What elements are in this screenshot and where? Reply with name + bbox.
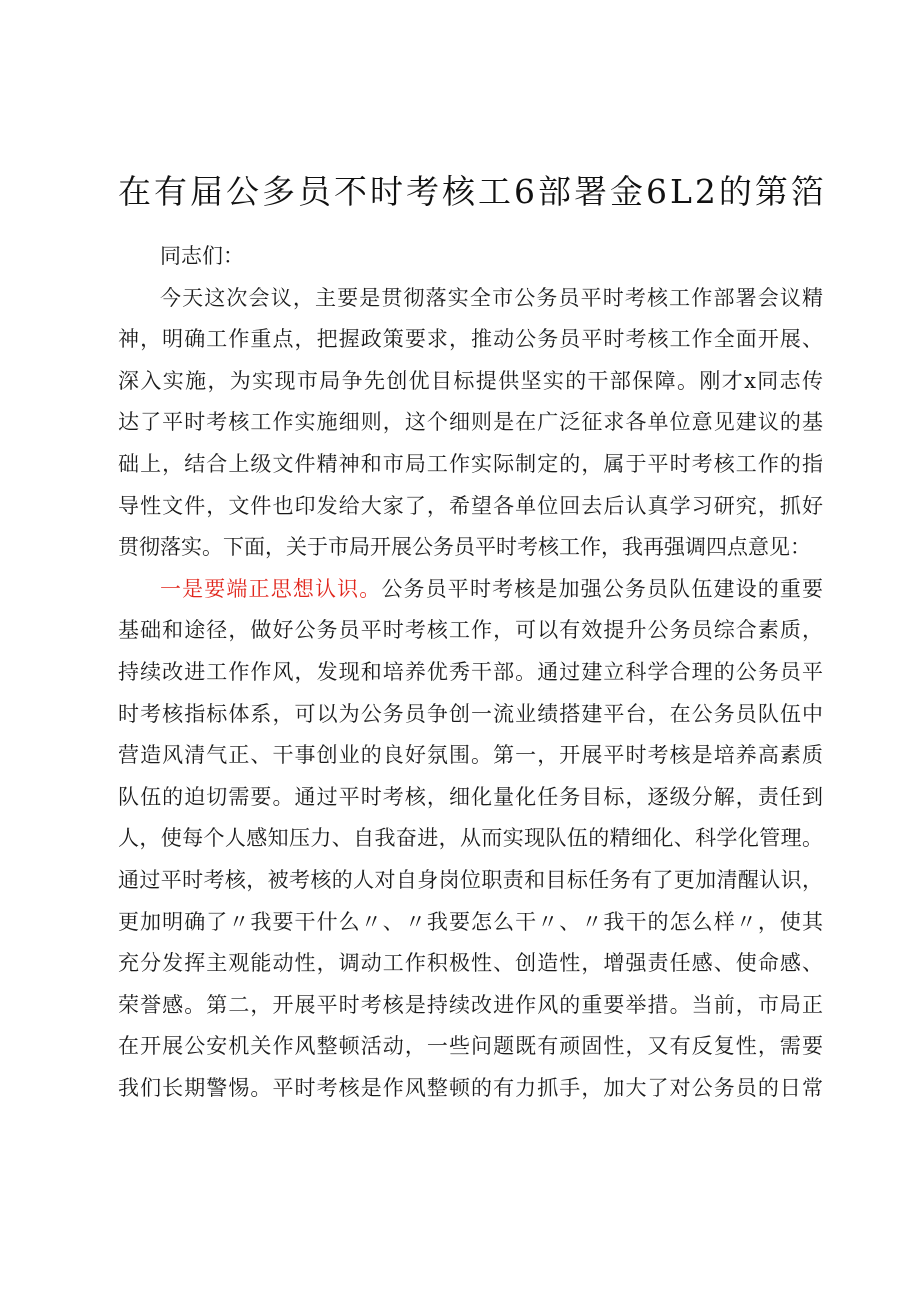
paragraph-line: 础上，结合上级文件精神和市局工作实际制定的，属于平时考核工作的指	[118, 451, 823, 476]
paragraph-line: 时考核指标体系，可以为公务员争创一流业绩搭建平台，在公务员队伍中	[118, 701, 823, 726]
document-title: 在有届公多员不时考核工6部署金6L2的第箔	[118, 172, 827, 211]
paragraph-line: 达了平时考核工作实施细则，这个细则是在广泛征求各单位意见建议的基	[118, 410, 823, 435]
paragraph-1	[118, 278, 823, 569]
paragraph-line: 荣誉感。第二，开展平时考核是持续改进作风的重要举措。当前，市局正	[118, 992, 823, 1017]
paragraph-line: 我们长期警惕。平时考核是作风整顿的有力抓手，加大了对公务员的日常	[118, 1075, 823, 1100]
paragraph-line: 更加明确了〃我要干什么〃、〃我要怎么干〃、〃我干的怎么样〃，使其	[118, 909, 823, 934]
paragraph-line: 人，使每个人感知压力、自我奋进，从而实现队伍的精细化、科学化管理。	[118, 826, 823, 851]
paragraph-line: 神，明确工作重点，把握政策要求，推动公务员平时考核工作全面开展、	[118, 327, 823, 352]
paragraph-2	[118, 569, 823, 1110]
paragraph-line: 在开展公安机关作风整顿活动，一些问题既有顽固性，又有反复性，需要	[118, 1034, 823, 1059]
paragraph-line: 持续改进工作作风，发现和培养优秀干部。通过建立科学合理的公务员平	[118, 659, 823, 684]
paragraph-line: 今天这次会议，主要是贯彻落实全市公务员平时考核工作部署会议精	[160, 285, 823, 310]
paragraph-line: 深入实施，为实现市局争先创优目标提供坚实的干部保障。刚才x同志传	[118, 368, 823, 393]
greeting: 同志们：	[160, 244, 244, 268]
paragraph-line: 营造风清气正、干事创业的良好氛围。第一，开展平时考核是培养高素质	[118, 743, 823, 768]
document-body	[118, 236, 823, 1109]
paragraph-line: 贯彻落实。下面，关于市局开展公务员平时考核工作，我再强调四点意见：	[118, 535, 811, 560]
paragraph-line-rest: 公务员平时考核是加强公务员队伍建设的重要	[381, 576, 824, 601]
paragraph-first-line	[118, 569, 823, 611]
paragraph-line: 通过平时考核，被考核的人对自身岗位职责和目标任务有了更加清醒认识，	[118, 867, 823, 892]
paragraph-line: 基础和途径，做好公务员平时考核工作，可以有效提升公务员综合素质，	[118, 618, 823, 643]
paragraph-line: 充分发挥主观能动性，调动工作积极性、创造性，增强责任感、使命感、	[118, 951, 823, 976]
paragraph-line: 导性文件，文件也印发给大家了，希望各单位回去后认真学习研究，抓好	[118, 493, 823, 518]
section-heading-highlight: 一是要端正思想认识。	[160, 576, 382, 601]
paragraph-line: 队伍的迫切需要。通过平时考核，细化量化任务目标，逐级分解，责任到	[118, 784, 823, 809]
